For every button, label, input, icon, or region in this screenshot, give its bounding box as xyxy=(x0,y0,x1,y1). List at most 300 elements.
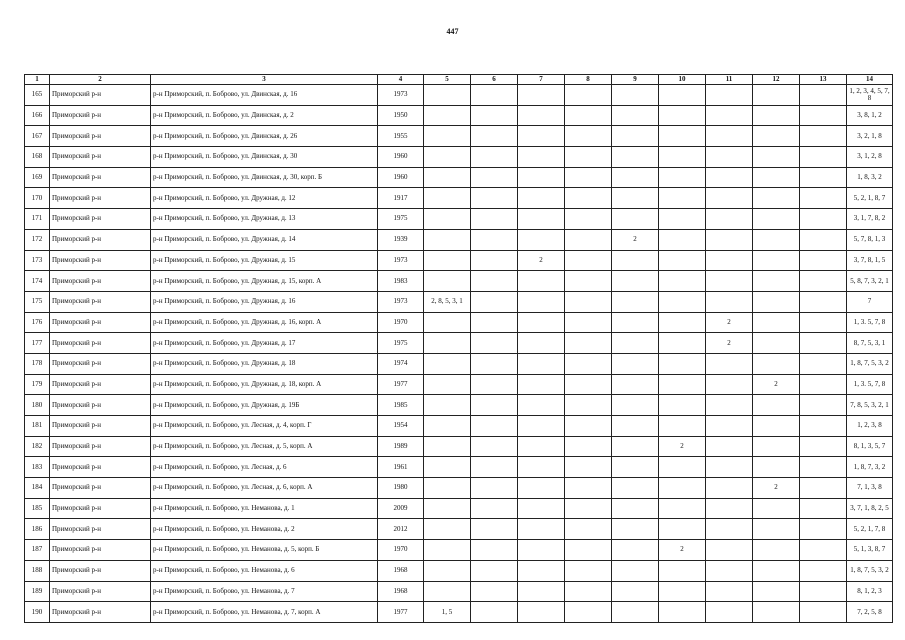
col5-cell xyxy=(424,498,471,519)
col10-cell xyxy=(659,85,706,106)
col7-cell xyxy=(518,478,565,499)
district-cell: Приморский р-н xyxy=(50,105,151,126)
col14-cell: 1, 8, 7, 3, 2 xyxy=(847,457,893,478)
table-row xyxy=(25,436,893,457)
address-cell: р-н Приморский, п. Боброво, ул. Лесная, д. 4, корп. Г xyxy=(151,416,378,437)
col11-cell xyxy=(706,291,753,312)
col8-cell xyxy=(565,560,612,581)
col11-cell xyxy=(706,581,753,602)
district-cell: Приморский р-н xyxy=(50,416,151,437)
address-cell: р-н Приморский, п. Боброво, ул. Неманова, д. 7, корп. А xyxy=(151,602,378,623)
col6-cell xyxy=(471,271,518,292)
col13-cell xyxy=(800,147,847,168)
col9-cell xyxy=(612,333,659,354)
col13-cell xyxy=(800,374,847,395)
col5-cell xyxy=(424,581,471,602)
district-cell: Приморский р-н xyxy=(50,291,151,312)
year-cell: 1974 xyxy=(378,353,424,374)
col11-cell xyxy=(706,457,753,478)
table-row xyxy=(25,126,893,147)
row-number-cell: 172 xyxy=(25,229,50,250)
col7-cell xyxy=(518,85,565,106)
table-row xyxy=(25,457,893,478)
col13-cell xyxy=(800,209,847,230)
row-number-cell: 166 xyxy=(25,105,50,126)
district-cell: Приморский р-н xyxy=(50,209,151,230)
col14-cell: 1, 2, 3, 4, 5, 7, 8 xyxy=(847,85,893,106)
col7-cell xyxy=(518,581,565,602)
district-cell: Приморский р-н xyxy=(50,85,151,106)
col10-cell xyxy=(659,147,706,168)
col8-cell xyxy=(565,105,612,126)
col13-cell xyxy=(800,85,847,106)
col6-cell xyxy=(471,457,518,478)
row-number-cell: 183 xyxy=(25,457,50,478)
table-row xyxy=(25,85,893,106)
col7-cell xyxy=(518,395,565,416)
col13-cell xyxy=(800,312,847,333)
col9-cell xyxy=(612,436,659,457)
col6-cell xyxy=(471,602,518,623)
col8-cell xyxy=(565,498,612,519)
address-cell: р-н Приморский, п. Боброво, ул. Неманова, д. 1 xyxy=(151,498,378,519)
address-cell: р-н Приморский, п. Боброво, ул. Дружная, д. 16 xyxy=(151,291,378,312)
col10-cell xyxy=(659,167,706,188)
table-row xyxy=(25,333,893,354)
col5-cell xyxy=(424,167,471,188)
table-row xyxy=(25,312,893,333)
col9-cell xyxy=(612,312,659,333)
row-number-cell: 173 xyxy=(25,250,50,271)
col14-cell: 1, 2, 3, 8 xyxy=(847,416,893,437)
col6-cell xyxy=(471,188,518,209)
col12-cell xyxy=(753,395,800,416)
col12-cell xyxy=(753,416,800,437)
row-number-cell: 186 xyxy=(25,519,50,540)
col6-cell xyxy=(471,250,518,271)
col10-cell xyxy=(659,126,706,147)
col5-cell xyxy=(424,353,471,374)
col7-cell xyxy=(518,291,565,312)
col8-cell xyxy=(565,374,612,395)
col5-cell xyxy=(424,540,471,561)
district-cell: Приморский р-н xyxy=(50,167,151,188)
register-table xyxy=(24,74,893,623)
col12-cell xyxy=(753,105,800,126)
row-number-cell: 175 xyxy=(25,291,50,312)
table-row xyxy=(25,560,893,581)
col8-cell xyxy=(565,581,612,602)
address-cell: р-н Приморский, п. Боброво, ул. Лесная, д. 6 xyxy=(151,457,378,478)
address-cell: р-н Приморский, п. Боброво, ул. Дружная, д. 15 xyxy=(151,250,378,271)
table-row xyxy=(25,271,893,292)
col11-cell xyxy=(706,374,753,395)
col10-cell xyxy=(659,188,706,209)
year-cell: 1977 xyxy=(378,374,424,395)
table-row xyxy=(25,188,893,209)
col12-cell xyxy=(753,291,800,312)
col7-cell xyxy=(518,188,565,209)
table-row xyxy=(25,602,893,623)
col8-cell xyxy=(565,416,612,437)
col5-cell xyxy=(424,85,471,106)
col5-cell xyxy=(424,478,471,499)
address-cell: р-н Приморский, п. Боброво, ул. Неманова, д. 5, корп. Б xyxy=(151,540,378,561)
col8-cell xyxy=(565,291,612,312)
col14-cell: 1, 8, 7, 5, 3, 2 xyxy=(847,353,893,374)
table-row xyxy=(25,250,893,271)
year-cell: 1970 xyxy=(378,312,424,333)
col7-cell xyxy=(518,602,565,623)
table-row xyxy=(25,105,893,126)
table-row xyxy=(25,353,893,374)
col6-cell xyxy=(471,85,518,106)
row-number-cell: 187 xyxy=(25,540,50,561)
col9-cell xyxy=(612,250,659,271)
col9-cell xyxy=(612,374,659,395)
col13-cell xyxy=(800,395,847,416)
col14-cell: 3, 2, 1, 8 xyxy=(847,126,893,147)
col7-cell xyxy=(518,457,565,478)
col8-cell xyxy=(565,395,612,416)
col7-cell xyxy=(518,271,565,292)
row-number-cell: 167 xyxy=(25,126,50,147)
address-cell: р-н Приморский, п. Боброво, ул. Дружная, д. 12 xyxy=(151,188,378,209)
col9-cell xyxy=(612,291,659,312)
row-number-cell: 179 xyxy=(25,374,50,395)
col13-cell xyxy=(800,498,847,519)
col8-cell xyxy=(565,85,612,106)
col6-cell xyxy=(471,291,518,312)
col10-cell xyxy=(659,271,706,292)
col13-cell xyxy=(800,353,847,374)
address-cell: р-н Приморский, п. Боброво, ул. Дружная, д. 15, корп. А xyxy=(151,271,378,292)
col6-cell xyxy=(471,498,518,519)
col10-cell xyxy=(659,105,706,126)
col6-cell xyxy=(471,147,518,168)
column-header: 5 xyxy=(424,75,471,85)
year-cell: 1973 xyxy=(378,250,424,271)
col12-cell xyxy=(753,457,800,478)
col5-cell xyxy=(424,209,471,230)
col11-cell: 2 xyxy=(706,333,753,354)
address-cell: р-н Приморский, п. Боброво, ул. Лесная, д. 5, корп. А xyxy=(151,436,378,457)
col11-cell xyxy=(706,540,753,561)
col9-cell xyxy=(612,478,659,499)
col10-cell xyxy=(659,560,706,581)
address-cell: р-н Приморский, п. Боброво, ул. Неманова, д. 7 xyxy=(151,581,378,602)
col12-cell xyxy=(753,519,800,540)
address-cell: р-н Приморский, п. Боброво, ул. Неманова, д. 6 xyxy=(151,560,378,581)
col12-cell xyxy=(753,126,800,147)
col7-cell xyxy=(518,229,565,250)
col12-cell xyxy=(753,312,800,333)
col7-cell xyxy=(518,126,565,147)
col12-cell xyxy=(753,250,800,271)
col11-cell xyxy=(706,560,753,581)
col13-cell xyxy=(800,188,847,209)
col7-cell xyxy=(518,436,565,457)
col6-cell xyxy=(471,374,518,395)
col5-cell xyxy=(424,250,471,271)
col13-cell xyxy=(800,457,847,478)
col12-cell xyxy=(753,436,800,457)
table-row xyxy=(25,581,893,602)
col6-cell xyxy=(471,126,518,147)
col5-cell xyxy=(424,519,471,540)
table-row xyxy=(25,291,893,312)
col9-cell xyxy=(612,457,659,478)
col12-cell xyxy=(753,188,800,209)
address-cell: р-н Приморский, п. Боброво, ул. Двинская, д. 16 xyxy=(151,85,378,106)
col13-cell xyxy=(800,519,847,540)
col8-cell xyxy=(565,353,612,374)
col10-cell xyxy=(659,229,706,250)
col9-cell xyxy=(612,395,659,416)
col14-cell: 5, 7, 8, 1, 3 xyxy=(847,229,893,250)
col8-cell xyxy=(565,457,612,478)
district-cell: Приморский р-н xyxy=(50,498,151,519)
col5-cell xyxy=(424,333,471,354)
col5-cell xyxy=(424,416,471,437)
col10-cell xyxy=(659,478,706,499)
column-header: 2 xyxy=(50,75,151,85)
col8-cell xyxy=(565,250,612,271)
col12-cell xyxy=(753,353,800,374)
district-cell: Приморский р-н xyxy=(50,353,151,374)
col14-cell: 8, 1, 3, 5, 7 xyxy=(847,436,893,457)
address-cell: р-н Приморский, п. Боброво, ул. Двинская, д. 26 xyxy=(151,126,378,147)
year-cell: 1977 xyxy=(378,602,424,623)
district-cell: Приморский р-н xyxy=(50,560,151,581)
col14-cell: 5, 2, 1, 8, 7 xyxy=(847,188,893,209)
col14-cell: 3, 7, 8, 1, 5 xyxy=(847,250,893,271)
col11-cell: 2 xyxy=(706,312,753,333)
district-cell: Приморский р-н xyxy=(50,540,151,561)
col14-cell: 5, 1, 3, 8, 7 xyxy=(847,540,893,561)
col14-cell: 8, 7, 5, 3, 1 xyxy=(847,333,893,354)
col8-cell xyxy=(565,126,612,147)
col12-cell xyxy=(753,85,800,106)
col5-cell: 1, 5 xyxy=(424,602,471,623)
year-cell: 1968 xyxy=(378,581,424,602)
col12-cell xyxy=(753,581,800,602)
table-row xyxy=(25,519,893,540)
col6-cell xyxy=(471,105,518,126)
col13-cell xyxy=(800,229,847,250)
col9-cell xyxy=(612,147,659,168)
address-cell: р-н Приморский, п. Боброво, ул. Дружная, д. 17 xyxy=(151,333,378,354)
col11-cell xyxy=(706,250,753,271)
col8-cell xyxy=(565,229,612,250)
district-cell: Приморский р-н xyxy=(50,271,151,292)
column-header: 11 xyxy=(706,75,753,85)
col11-cell xyxy=(706,209,753,230)
col13-cell xyxy=(800,271,847,292)
col10-cell xyxy=(659,291,706,312)
col9-cell xyxy=(612,126,659,147)
col14-cell: 1, 8, 7, 5, 3, 2 xyxy=(847,560,893,581)
district-cell: Приморский р-н xyxy=(50,602,151,623)
col10-cell xyxy=(659,209,706,230)
col6-cell xyxy=(471,540,518,561)
year-cell: 1980 xyxy=(378,478,424,499)
col10-cell xyxy=(659,250,706,271)
row-number-cell: 174 xyxy=(25,271,50,292)
row-number-cell: 168 xyxy=(25,147,50,168)
col12-cell xyxy=(753,147,800,168)
col8-cell xyxy=(565,209,612,230)
table-row xyxy=(25,374,893,395)
year-cell: 1985 xyxy=(378,395,424,416)
col13-cell xyxy=(800,416,847,437)
row-number-cell: 185 xyxy=(25,498,50,519)
column-header: 8 xyxy=(565,75,612,85)
col7-cell xyxy=(518,209,565,230)
column-header: 10 xyxy=(659,75,706,85)
col9-cell: 2 xyxy=(612,229,659,250)
col11-cell xyxy=(706,126,753,147)
col9-cell xyxy=(612,188,659,209)
col6-cell xyxy=(471,581,518,602)
col6-cell xyxy=(471,167,518,188)
col8-cell xyxy=(565,167,612,188)
col12-cell xyxy=(753,540,800,561)
col12-cell xyxy=(753,167,800,188)
col6-cell xyxy=(471,333,518,354)
col9-cell xyxy=(612,209,659,230)
year-cell: 1961 xyxy=(378,457,424,478)
col10-cell xyxy=(659,353,706,374)
row-number-cell: 176 xyxy=(25,312,50,333)
col8-cell xyxy=(565,519,612,540)
col5-cell: 2, 8, 5, 3, 1 xyxy=(424,291,471,312)
address-cell: р-н Приморский, п. Боброво, ул. Дружная, д. 16, корп. А xyxy=(151,312,378,333)
column-header: 1 xyxy=(25,75,50,85)
row-number-cell: 180 xyxy=(25,395,50,416)
col9-cell xyxy=(612,353,659,374)
col7-cell xyxy=(518,498,565,519)
col10-cell xyxy=(659,333,706,354)
col6-cell xyxy=(471,519,518,540)
col5-cell xyxy=(424,126,471,147)
col14-cell: 7, 2, 5, 8 xyxy=(847,602,893,623)
col14-cell: 5, 2, 1, 7, 8 xyxy=(847,519,893,540)
col11-cell xyxy=(706,271,753,292)
address-cell: р-н Приморский, п. Боброво, ул. Дружная, д. 18, корп. А xyxy=(151,374,378,395)
col12-cell xyxy=(753,209,800,230)
col8-cell xyxy=(565,540,612,561)
col13-cell xyxy=(800,333,847,354)
year-cell: 1989 xyxy=(378,436,424,457)
col7-cell xyxy=(518,353,565,374)
col14-cell: 3, 8, 1, 2 xyxy=(847,105,893,126)
col10-cell xyxy=(659,581,706,602)
col14-cell: 3, 1, 2, 8 xyxy=(847,147,893,168)
col11-cell xyxy=(706,436,753,457)
col14-cell: 1, 8, 3, 2 xyxy=(847,167,893,188)
table-row xyxy=(25,395,893,416)
year-cell: 1968 xyxy=(378,560,424,581)
col10-cell xyxy=(659,312,706,333)
col5-cell xyxy=(424,271,471,292)
col11-cell xyxy=(706,519,753,540)
col6-cell xyxy=(471,395,518,416)
col13-cell xyxy=(800,540,847,561)
col7-cell xyxy=(518,540,565,561)
col9-cell xyxy=(612,85,659,106)
col13-cell xyxy=(800,478,847,499)
col13-cell xyxy=(800,250,847,271)
col12-cell xyxy=(753,333,800,354)
year-cell: 2012 xyxy=(378,519,424,540)
row-number-cell: 177 xyxy=(25,333,50,354)
page-number: 447 xyxy=(446,27,459,36)
col5-cell xyxy=(424,457,471,478)
col12-cell xyxy=(753,498,800,519)
year-cell: 1975 xyxy=(378,209,424,230)
column-header: 14 xyxy=(847,75,893,85)
col7-cell xyxy=(518,416,565,437)
col11-cell xyxy=(706,478,753,499)
district-cell: Приморский р-н xyxy=(50,229,151,250)
district-cell: Приморский р-н xyxy=(50,457,151,478)
col11-cell xyxy=(706,188,753,209)
row-number-cell: 181 xyxy=(25,416,50,437)
column-header: 9 xyxy=(612,75,659,85)
col8-cell xyxy=(565,333,612,354)
col9-cell xyxy=(612,167,659,188)
col13-cell xyxy=(800,602,847,623)
col11-cell xyxy=(706,353,753,374)
row-number-cell: 188 xyxy=(25,560,50,581)
row-number-cell: 178 xyxy=(25,353,50,374)
address-cell: р-н Приморский, п. Боброво, ул. Дружная, д. 19Б xyxy=(151,395,378,416)
table-body xyxy=(25,85,893,623)
table-row xyxy=(25,498,893,519)
col12-cell xyxy=(753,229,800,250)
col5-cell xyxy=(424,374,471,395)
district-cell: Приморский р-н xyxy=(50,188,151,209)
col6-cell xyxy=(471,353,518,374)
header-row xyxy=(25,75,893,85)
column-header: 6 xyxy=(471,75,518,85)
col14-cell: 7 xyxy=(847,291,893,312)
address-cell: р-н Приморский, п. Боброво, ул. Неманова, д. 2 xyxy=(151,519,378,540)
col6-cell xyxy=(471,436,518,457)
col12-cell: 2 xyxy=(753,478,800,499)
district-cell: Приморский р-н xyxy=(50,395,151,416)
col8-cell xyxy=(565,478,612,499)
col7-cell xyxy=(518,519,565,540)
col6-cell xyxy=(471,416,518,437)
col9-cell xyxy=(612,560,659,581)
col7-cell xyxy=(518,560,565,581)
col6-cell xyxy=(471,312,518,333)
year-cell: 1975 xyxy=(378,333,424,354)
col11-cell xyxy=(706,229,753,250)
col9-cell xyxy=(612,105,659,126)
col8-cell xyxy=(565,147,612,168)
col13-cell xyxy=(800,581,847,602)
year-cell: 1960 xyxy=(378,147,424,168)
col9-cell xyxy=(612,498,659,519)
year-cell: 1954 xyxy=(378,416,424,437)
year-cell: 1939 xyxy=(378,229,424,250)
col7-cell: 2 xyxy=(518,250,565,271)
col14-cell: 8, 1, 2, 3 xyxy=(847,581,893,602)
district-cell: Приморский р-н xyxy=(50,436,151,457)
